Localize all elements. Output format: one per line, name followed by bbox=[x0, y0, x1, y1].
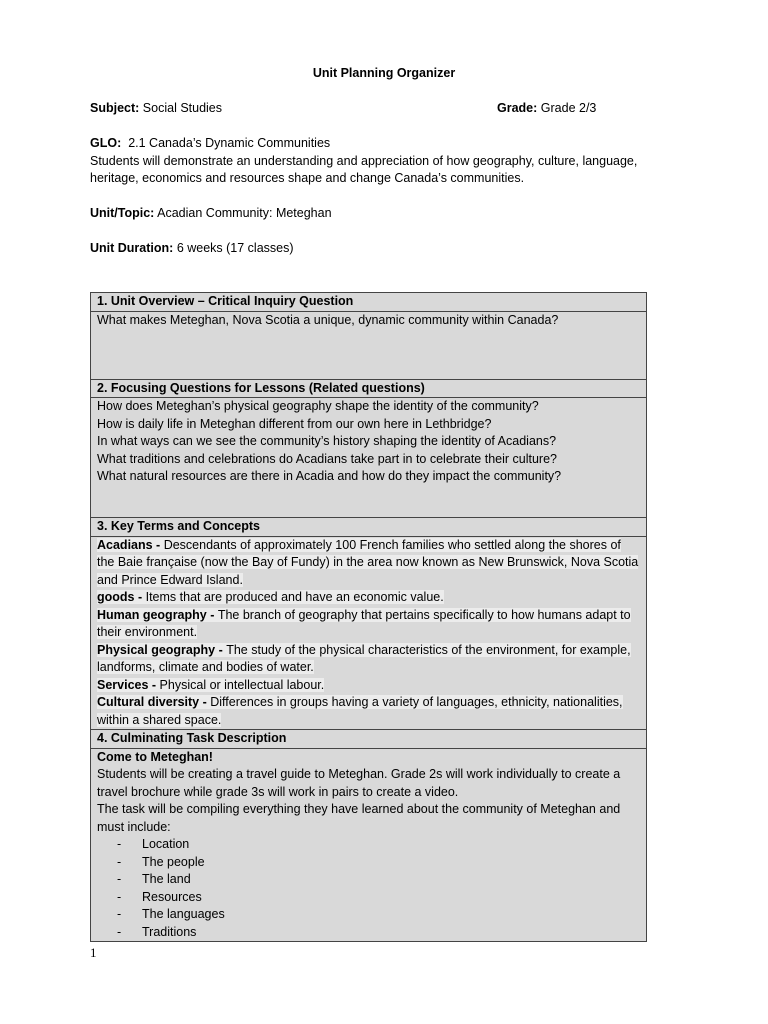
key-terms-cell bbox=[91, 536, 647, 730]
term-definition: The study of the physical characteristics of the environment, for example, bbox=[226, 642, 631, 657]
section-heading-focusing: 2. Focusing Questions for Lessons (Related questions) bbox=[91, 379, 647, 398]
task-description-line: must include: bbox=[97, 819, 171, 834]
term-line bbox=[97, 642, 640, 660]
term-name: Physical geography - bbox=[97, 642, 227, 657]
focusing-question: How is daily life in Meteghan different from our own here in Lethbridge? bbox=[97, 416, 492, 431]
dash-bullet: - bbox=[117, 872, 122, 886]
list-item bbox=[97, 836, 640, 854]
glo-description-line: heritage, economics and resources shape and change Canada’s communities. bbox=[90, 171, 525, 185]
grade-label: Grade: bbox=[497, 101, 538, 115]
list-item-label: Location bbox=[142, 837, 190, 851]
subject-label: Subject: bbox=[90, 101, 140, 115]
term-definition: Items that are produced and have an economic value. bbox=[145, 590, 444, 604]
term-line bbox=[97, 694, 640, 712]
list-item-label: Resources bbox=[142, 889, 202, 904]
focusing-question: In what ways can we see the community’s history shaping the identity of Acadians? bbox=[97, 434, 557, 448]
section-heading-task: 4. Culminating Task Description bbox=[91, 730, 647, 749]
dash-bullet: - bbox=[117, 854, 122, 869]
focusing-question: What natural resources are there in Acadia and how do they impact the community? bbox=[97, 469, 562, 483]
task-description-line: The task will be compiling everything they have learned about the community of Meteghan and bbox=[97, 802, 621, 816]
grade-line bbox=[497, 100, 596, 118]
focusing-question: What traditions and celebrations do Acadians take part in to celebrate their culture? bbox=[97, 451, 557, 466]
list-item-label: Traditions bbox=[142, 924, 197, 939]
section-heading-terms: 3. Key Terms and Concepts bbox=[91, 518, 647, 537]
list-item bbox=[97, 924, 640, 942]
term-line bbox=[97, 607, 640, 625]
term-definition: and Prince Edward Island. bbox=[97, 572, 243, 587]
list-item bbox=[97, 871, 640, 889]
focusing-questions-cell bbox=[91, 398, 647, 518]
task-requirements-list bbox=[97, 836, 640, 941]
task-description-line: travel brochure while grade 3s will work in pairs to create a video. bbox=[97, 784, 459, 799]
term-line bbox=[97, 712, 640, 730]
term-name: Acadians - bbox=[97, 537, 164, 552]
dash-bullet: - bbox=[117, 907, 122, 921]
glo-description-line: Students will demonstrate an understanding and appreciation of how geography, culture, language, bbox=[90, 153, 638, 168]
list-item bbox=[97, 906, 640, 924]
section-heading-overview: 1. Unit Overview – Critical Inquiry Question bbox=[91, 293, 647, 312]
dash-bullet: - bbox=[117, 889, 122, 904]
unit-topic-line bbox=[90, 205, 332, 223]
unit-duration-value: 6 weeks (17 classes) bbox=[176, 241, 294, 255]
term-line bbox=[97, 677, 640, 695]
term-name: goods - bbox=[97, 590, 146, 604]
list-item-label: The languages bbox=[142, 907, 225, 921]
glo-value: 2.1 Canada’s Dynamic Communities bbox=[128, 136, 331, 150]
term-definition: Differences in groups having a variety of languages, ethnicity, nationalities, bbox=[210, 695, 623, 709]
list-item bbox=[97, 854, 640, 872]
dash-bullet: - bbox=[117, 924, 122, 939]
unit-duration-label: Unit Duration: bbox=[90, 241, 174, 255]
task-description-line: Students will be creating a travel guide to Meteghan. Grade 2s will work individually to create a bbox=[97, 767, 621, 781]
glo-block bbox=[90, 135, 665, 188]
list-item bbox=[97, 889, 640, 907]
term-line bbox=[97, 572, 640, 590]
term-line bbox=[97, 554, 640, 572]
term-definition: Physical or intellectual labour. bbox=[159, 677, 325, 692]
task-subheading: Come to Meteghan! bbox=[97, 749, 213, 764]
term-line bbox=[97, 589, 640, 607]
subject-value: Social Studies bbox=[142, 101, 223, 115]
term-line bbox=[97, 537, 640, 555]
dash-bullet: - bbox=[117, 837, 122, 851]
page-number: 1 bbox=[90, 945, 97, 960]
term-name: Human geography - bbox=[97, 607, 218, 622]
subject-line bbox=[90, 100, 222, 118]
term-line bbox=[97, 659, 640, 677]
term-definition: within a shared space. bbox=[97, 712, 222, 727]
term-definition: The branch of geography that pertains specifically to how humans adapt to bbox=[217, 607, 631, 622]
unit-topic-label: Unit/Topic: bbox=[90, 206, 155, 220]
term-name: Cultural diversity - bbox=[97, 695, 211, 709]
glo-label: GLO: bbox=[90, 136, 122, 150]
unit-duration-line bbox=[90, 240, 294, 258]
grade-value: Grade 2/3 bbox=[540, 101, 597, 115]
focusing-question: How does Meteghan’s physical geography shape the identity of the community? bbox=[97, 399, 539, 413]
term-definition: the Baie française (now the Bay of Fundy) in the area now known as New Brunswick, Nova Scotia bbox=[97, 555, 639, 569]
unit-topic-value: Acadian Community: Meteghan bbox=[157, 206, 332, 220]
document-title: Unit Planning Organizer bbox=[312, 66, 456, 80]
list-item-label: The people bbox=[142, 854, 205, 869]
unit-organizer-table bbox=[90, 292, 647, 942]
critical-inquiry-question: What makes Meteghan, Nova Scotia a unique, dynamic community within Canada? bbox=[91, 311, 647, 379]
term-definition: their environment. bbox=[97, 625, 198, 639]
list-item-label: The land bbox=[142, 872, 191, 886]
culminating-task-cell bbox=[91, 748, 647, 942]
term-line bbox=[97, 624, 640, 642]
term-name: Services - bbox=[97, 677, 160, 692]
term-definition: Descendants of approximately 100 French families who settled along the shores of bbox=[163, 537, 621, 552]
term-definition: landforms, climate and bodies of water. bbox=[97, 660, 314, 674]
